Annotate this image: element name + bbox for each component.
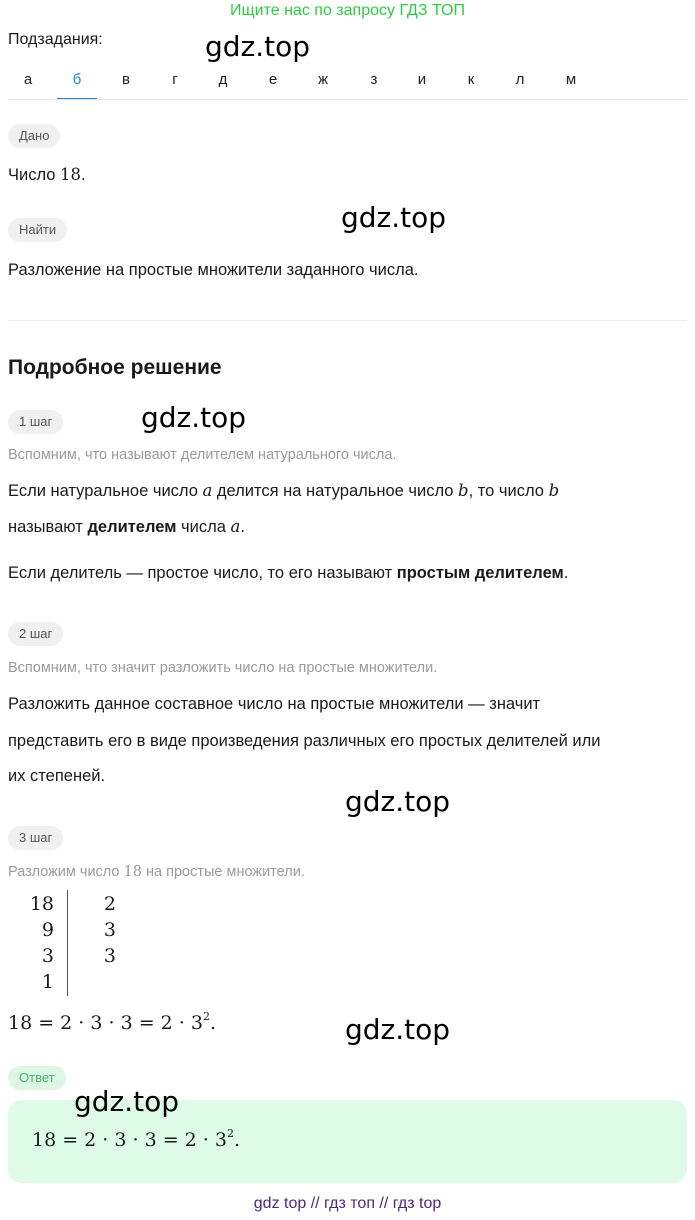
tab-v[interactable]: в: [122, 71, 130, 88]
footer-links[interactable]: gdz top // гдз топ // гдз top: [253, 1195, 442, 1212]
step3-chip: 3 шаг: [8, 826, 63, 850]
step1-paragraph-line2: называют делителем числа a.: [8, 517, 245, 536]
watermark: gdz.top: [205, 30, 311, 63]
tabs-divider: [8, 99, 687, 100]
step1-hint: Вспомним, что называют делителем натурального числа.: [8, 447, 397, 463]
watermark: gdz.top: [74, 1085, 180, 1118]
watermark: gdz.top: [345, 785, 451, 818]
tab-b[interactable]: б: [57, 64, 97, 100]
tab-a[interactable]: а: [23, 71, 33, 88]
tab-e[interactable]: е: [268, 71, 278, 88]
tab-d[interactable]: д: [218, 71, 228, 88]
step2-chip: 2 шаг: [8, 622, 63, 646]
watermark: gdz.top: [345, 1013, 451, 1046]
tab-g[interactable]: г: [172, 71, 178, 88]
tab-l[interactable]: л: [515, 71, 525, 88]
tab-z[interactable]: з: [370, 71, 378, 88]
step3-hint: Разложим число 18 на простые множители.: [8, 864, 305, 880]
find-text: Разложение на простые множители заданного числа.: [8, 261, 419, 279]
table-vertical-line: [67, 890, 68, 996]
solution-heading: Подробное решение: [8, 356, 222, 379]
watermark: gdz.top: [341, 201, 447, 234]
find-chip: Найти: [8, 218, 67, 242]
subtask-tabs: [8, 64, 687, 98]
tab-zh[interactable]: ж: [317, 71, 329, 88]
table-left-cell: 18: [29, 893, 54, 915]
step1-paragraph-prime: Если делитель — простое число, то его называют простым делителем.: [8, 564, 569, 582]
tab-i[interactable]: и: [417, 71, 427, 88]
watermark: gdz.top: [141, 401, 247, 434]
step3-result: $18 = 2 \cdot 3 \cdot 3 = 2 \cdot 3^2$.: [8, 1010, 217, 1034]
table-right-cell: 3: [103, 945, 116, 967]
subtasks-label: Подзадания:: [8, 31, 103, 48]
step2-line1: Разложить данное составное число на простые множители — значит: [8, 695, 541, 713]
tab-k[interactable]: к: [467, 71, 475, 88]
given-chip: Дано: [8, 124, 60, 148]
answer-chip: Ответ: [8, 1066, 66, 1090]
step1-paragraph-line1: Если натуральное число a делится на натуральное число b, то число b: [8, 481, 560, 500]
search-banner: Ищите нас по запросу ГДЗ ТОП: [230, 2, 465, 19]
tab-m[interactable]: м: [565, 71, 577, 88]
section-divider: [8, 320, 687, 321]
table-left-cell: 9: [41, 919, 54, 941]
step2-line2: представить его в виде произведения различных его простых делителей или: [8, 732, 601, 750]
table-left-cell: 3: [41, 945, 54, 967]
step1-chip: 1 шаг: [8, 410, 63, 434]
table-right-cell: 2: [103, 893, 116, 915]
answer-text: $18 = 2 \cdot 3 \cdot 3 = 2 \cdot 3^2$.: [32, 1127, 241, 1151]
table-left-cell: 1: [41, 971, 54, 993]
step2-line3: их степеней.: [8, 767, 106, 785]
step2-hint: Вспомним, что значит разложить число на простые множители.: [8, 660, 438, 676]
given-text: Число 18.: [8, 165, 86, 184]
table-right-cell: 3: [103, 919, 116, 941]
